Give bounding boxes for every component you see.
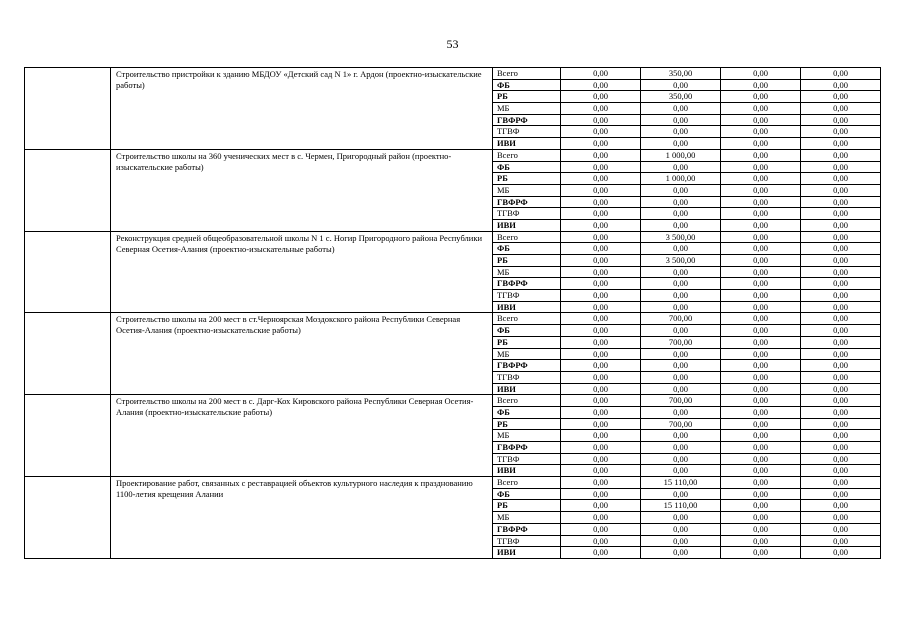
funding-source: ТГВФ (493, 453, 561, 465)
amount-cell: 0,00 (561, 418, 641, 430)
amount-cell: 0,00 (641, 114, 721, 126)
amount-cell: 0,00 (721, 278, 801, 290)
amount-cell: 0,00 (561, 477, 641, 489)
amount-cell: 0,00 (721, 453, 801, 465)
funding-source: РБ (493, 418, 561, 430)
amount-cell: 0,00 (801, 383, 881, 395)
amount-cell: 0,00 (721, 184, 801, 196)
amount-cell: 0,00 (641, 488, 721, 500)
amount-cell: 0,00 (561, 79, 641, 91)
funding-source: ГВФРФ (493, 442, 561, 454)
amount-cell: 0,00 (561, 500, 641, 512)
amount-cell: 0,00 (641, 138, 721, 150)
amount-cell: 0,00 (721, 208, 801, 220)
funding-source: Всего (493, 149, 561, 161)
amount-cell: 0,00 (561, 290, 641, 302)
amount-cell: 0,00 (641, 184, 721, 196)
amount-cell: 0,00 (721, 161, 801, 173)
funding-source: Всего (493, 395, 561, 407)
amount-cell: 0,00 (721, 360, 801, 372)
amount-cell: 0,00 (561, 208, 641, 220)
amount-cell: 0,00 (561, 255, 641, 267)
amount-cell: 0,00 (641, 161, 721, 173)
amount-cell: 0,00 (641, 360, 721, 372)
row-number-cell (25, 395, 111, 477)
amount-cell: 0,00 (641, 547, 721, 559)
amount-cell: 0,00 (801, 243, 881, 255)
amount-cell: 0,00 (641, 208, 721, 220)
amount-cell: 0,00 (721, 290, 801, 302)
amount-cell: 0,00 (801, 535, 881, 547)
project-title: Строительство школы на 200 мест в ст.Черноярская Моздокского района Республики Северная Осетия-Алания (проектно-изыскательские работы) (111, 313, 493, 395)
funding-source: МБ (493, 430, 561, 442)
amount-cell: 0,00 (801, 208, 881, 220)
amount-cell: 0,00 (721, 126, 801, 138)
funding-source: МБ (493, 103, 561, 115)
amount-cell: 0,00 (801, 512, 881, 524)
amount-cell: 0,00 (561, 383, 641, 395)
funding-source: ИВИ (493, 301, 561, 313)
funding-source: ТГВФ (493, 371, 561, 383)
amount-cell: 0,00 (801, 68, 881, 80)
amount-cell: 0,00 (561, 161, 641, 173)
funding-source: ТГВФ (493, 208, 561, 220)
amount-cell: 0,00 (801, 266, 881, 278)
amount-cell: 0,00 (561, 243, 641, 255)
amount-cell: 0,00 (561, 512, 641, 524)
funding-source: ФБ (493, 79, 561, 91)
amount-cell: 0,00 (801, 547, 881, 559)
table-row (25, 477, 881, 489)
amount-cell: 0,00 (561, 173, 641, 185)
amount-cell: 0,00 (721, 477, 801, 489)
amount-cell: 0,00 (801, 196, 881, 208)
amount-cell: 0,00 (641, 430, 721, 442)
amount-cell: 0,00 (561, 149, 641, 161)
funding-source: МБ (493, 348, 561, 360)
amount-cell: 15 110,00 (641, 477, 721, 489)
amount-cell: 0,00 (561, 547, 641, 559)
amount-cell: 0,00 (801, 418, 881, 430)
amount-cell: 0,00 (641, 465, 721, 477)
amount-cell: 0,00 (561, 301, 641, 313)
amount-cell: 0,00 (561, 219, 641, 231)
amount-cell: 0,00 (801, 430, 881, 442)
amount-cell: 700,00 (641, 395, 721, 407)
funding-source: РБ (493, 500, 561, 512)
amount-cell: 0,00 (721, 231, 801, 243)
amount-cell: 0,00 (561, 196, 641, 208)
amount-cell: 0,00 (561, 453, 641, 465)
amount-cell: 0,00 (561, 266, 641, 278)
amount-cell: 0,00 (801, 465, 881, 477)
amount-cell: 0,00 (801, 477, 881, 489)
row-number-cell (25, 313, 111, 395)
amount-cell: 0,00 (801, 406, 881, 418)
amount-cell: 0,00 (801, 500, 881, 512)
project-title: Строительство школы на 200 мест в с. Дарг-Кох Кировского района Республики Северная Осетия-Алания (проектно-изыскательские работы) (111, 395, 493, 477)
amount-cell: 0,00 (721, 371, 801, 383)
table-row (25, 313, 881, 325)
row-number-cell (25, 149, 111, 231)
funding-source: Всего (493, 477, 561, 489)
amount-cell: 0,00 (801, 442, 881, 454)
funding-source: Всего (493, 231, 561, 243)
funding-source: МБ (493, 184, 561, 196)
amount-cell: 0,00 (721, 406, 801, 418)
row-number-cell (25, 68, 111, 150)
amount-cell: 0,00 (721, 325, 801, 337)
amount-cell: 0,00 (801, 488, 881, 500)
amount-cell: 1 000,00 (641, 149, 721, 161)
amount-cell: 0,00 (561, 184, 641, 196)
funding-source: МБ (493, 512, 561, 524)
budget-table-body (25, 68, 881, 559)
page-number: 53 (446, 37, 459, 51)
funding-source: ФБ (493, 406, 561, 418)
amount-cell: 0,00 (801, 231, 881, 243)
amount-cell: 0,00 (561, 126, 641, 138)
row-number-cell (25, 477, 111, 559)
amount-cell: 0,00 (721, 500, 801, 512)
amount-cell: 0,00 (801, 395, 881, 407)
funding-source: ТГВФ (493, 535, 561, 547)
amount-cell: 0,00 (561, 442, 641, 454)
amount-cell: 0,00 (801, 371, 881, 383)
funding-source: ТГВФ (493, 126, 561, 138)
funding-source: ГВФРФ (493, 278, 561, 290)
project-title: Строительство школы на 360 ученических мест в с. Чермен, Пригородный район (проектно-изыскательские работы) (111, 149, 493, 231)
funding-source: Всего (493, 313, 561, 325)
amount-cell: 700,00 (641, 336, 721, 348)
amount-cell: 0,00 (721, 348, 801, 360)
amount-cell: 0,00 (801, 91, 881, 103)
amount-cell: 0,00 (561, 114, 641, 126)
amount-cell: 0,00 (721, 465, 801, 477)
amount-cell: 0,00 (721, 313, 801, 325)
funding-source: Всего (493, 68, 561, 80)
amount-cell: 0,00 (561, 535, 641, 547)
amount-cell: 0,00 (801, 149, 881, 161)
amount-cell: 0,00 (721, 138, 801, 150)
amount-cell: 0,00 (801, 290, 881, 302)
amount-cell: 0,00 (641, 243, 721, 255)
amount-cell: 350,00 (641, 91, 721, 103)
amount-cell: 0,00 (721, 196, 801, 208)
funding-source: РБ (493, 336, 561, 348)
amount-cell: 0,00 (641, 535, 721, 547)
funding-source: ИВИ (493, 465, 561, 477)
amount-cell: 0,00 (641, 79, 721, 91)
amount-cell: 0,00 (561, 395, 641, 407)
amount-cell: 0,00 (641, 301, 721, 313)
amount-cell: 0,00 (801, 453, 881, 465)
amount-cell: 0,00 (721, 488, 801, 500)
amount-cell: 0,00 (721, 430, 801, 442)
amount-cell: 0,00 (561, 406, 641, 418)
amount-cell: 0,00 (721, 383, 801, 395)
funding-source: ГВФРФ (493, 196, 561, 208)
amount-cell: 0,00 (721, 255, 801, 267)
amount-cell: 0,00 (641, 406, 721, 418)
project-title: Строительство пристройки к зданию МБДОУ «Детский сад N 1» г. Ардон (проектно-изыскательские работы) (111, 68, 493, 150)
amount-cell: 0,00 (801, 313, 881, 325)
amount-cell: 0,00 (641, 325, 721, 337)
amount-cell: 0,00 (721, 243, 801, 255)
amount-cell: 3 500,00 (641, 255, 721, 267)
amount-cell: 0,00 (561, 465, 641, 477)
funding-source: ГВФРФ (493, 114, 561, 126)
funding-source: ФБ (493, 161, 561, 173)
table-row (25, 395, 881, 407)
amount-cell: 0,00 (641, 523, 721, 535)
funding-source: ФБ (493, 325, 561, 337)
amount-cell: 0,00 (561, 231, 641, 243)
amount-cell: 0,00 (801, 79, 881, 91)
amount-cell: 0,00 (561, 523, 641, 535)
amount-cell: 3 500,00 (641, 231, 721, 243)
amount-cell: 0,00 (561, 313, 641, 325)
amount-cell: 0,00 (641, 442, 721, 454)
amount-cell: 0,00 (801, 278, 881, 290)
project-title: Проектирование работ, связанных с реставрацией объектов культурного наследия к празднованию 1100-летия крещения Алании (111, 477, 493, 559)
amount-cell: 0,00 (561, 488, 641, 500)
funding-source: ФБ (493, 488, 561, 500)
amount-cell: 0,00 (721, 149, 801, 161)
amount-cell: 0,00 (641, 371, 721, 383)
funding-source: МБ (493, 266, 561, 278)
funding-source: ИВИ (493, 383, 561, 395)
amount-cell: 0,00 (641, 196, 721, 208)
amount-cell: 0,00 (801, 173, 881, 185)
amount-cell: 0,00 (561, 68, 641, 80)
funding-source: ИВИ (493, 547, 561, 559)
funding-source: ТГВФ (493, 290, 561, 302)
amount-cell: 0,00 (641, 348, 721, 360)
amount-cell: 0,00 (721, 91, 801, 103)
amount-cell: 0,00 (721, 173, 801, 185)
amount-cell: 700,00 (641, 313, 721, 325)
table-row (25, 231, 881, 243)
amount-cell: 0,00 (721, 219, 801, 231)
amount-cell: 0,00 (721, 103, 801, 115)
amount-cell: 0,00 (561, 91, 641, 103)
amount-cell: 0,00 (721, 418, 801, 430)
amount-cell: 0,00 (561, 138, 641, 150)
amount-cell: 0,00 (721, 442, 801, 454)
amount-cell: 0,00 (801, 138, 881, 150)
amount-cell: 0,00 (721, 523, 801, 535)
amount-cell: 0,00 (561, 360, 641, 372)
amount-cell: 0,00 (801, 325, 881, 337)
amount-cell: 0,00 (561, 430, 641, 442)
amount-cell: 0,00 (721, 266, 801, 278)
amount-cell: 0,00 (561, 371, 641, 383)
amount-cell: 15 110,00 (641, 500, 721, 512)
amount-cell: 0,00 (641, 290, 721, 302)
amount-cell: 0,00 (801, 523, 881, 535)
amount-cell: 0,00 (801, 336, 881, 348)
amount-cell: 0,00 (801, 301, 881, 313)
funding-source: ГВФРФ (493, 523, 561, 535)
amount-cell: 0,00 (801, 114, 881, 126)
funding-source: ГВФРФ (493, 360, 561, 372)
amount-cell: 0,00 (801, 255, 881, 267)
amount-cell: 0,00 (641, 103, 721, 115)
amount-cell: 0,00 (801, 103, 881, 115)
amount-cell: 350,00 (641, 68, 721, 80)
amount-cell: 0,00 (561, 325, 641, 337)
amount-cell: 0,00 (721, 79, 801, 91)
amount-cell: 1 000,00 (641, 173, 721, 185)
amount-cell: 0,00 (561, 348, 641, 360)
amount-cell: 0,00 (801, 360, 881, 372)
amount-cell: 0,00 (561, 336, 641, 348)
amount-cell: 0,00 (721, 512, 801, 524)
amount-cell: 0,00 (641, 453, 721, 465)
table-row (25, 68, 881, 80)
amount-cell: 0,00 (721, 68, 801, 80)
budget-table (24, 67, 881, 559)
amount-cell: 0,00 (721, 336, 801, 348)
amount-cell: 0,00 (801, 184, 881, 196)
amount-cell: 0,00 (721, 535, 801, 547)
amount-cell: 0,00 (561, 278, 641, 290)
amount-cell: 0,00 (641, 266, 721, 278)
amount-cell: 0,00 (721, 547, 801, 559)
amount-cell: 0,00 (801, 219, 881, 231)
funding-source: ФБ (493, 243, 561, 255)
amount-cell: 0,00 (721, 301, 801, 313)
amount-cell: 0,00 (641, 219, 721, 231)
amount-cell: 0,00 (641, 278, 721, 290)
funding-source: РБ (493, 255, 561, 267)
amount-cell: 0,00 (641, 383, 721, 395)
amount-cell: 0,00 (561, 103, 641, 115)
funding-source: РБ (493, 91, 561, 103)
row-number-cell (25, 231, 111, 313)
project-title: Реконструкция средней общеобразовательной школы N 1 с. Ногир Пригородного района Республики Северная Осетия-Алания (проектно-изыскательные работы) (111, 231, 493, 313)
amount-cell: 0,00 (801, 126, 881, 138)
amount-cell: 0,00 (801, 161, 881, 173)
amount-cell: 0,00 (801, 348, 881, 360)
amount-cell: 0,00 (721, 395, 801, 407)
amount-cell: 0,00 (641, 512, 721, 524)
amount-cell: 700,00 (641, 418, 721, 430)
amount-cell: 0,00 (721, 114, 801, 126)
funding-source: ИВИ (493, 138, 561, 150)
funding-source: ИВИ (493, 219, 561, 231)
funding-source: РБ (493, 173, 561, 185)
amount-cell: 0,00 (641, 126, 721, 138)
table-row (25, 149, 881, 161)
